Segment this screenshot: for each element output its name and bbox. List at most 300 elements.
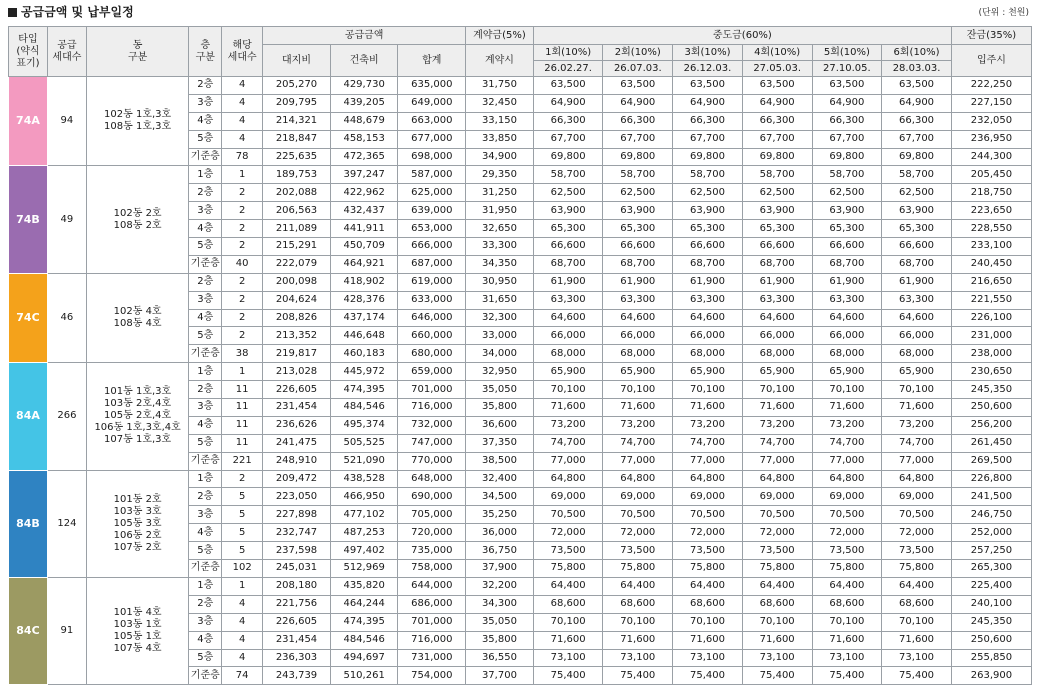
installment-5-cell: 65,900	[812, 363, 882, 381]
floor-cell: 2층	[189, 595, 222, 613]
installment-2-cell: 64,600	[603, 309, 673, 327]
installment-5-cell: 77,000	[812, 452, 882, 470]
balance-cell: 226,100	[951, 309, 1031, 327]
type-cell: 74A	[9, 77, 48, 166]
land-cost-cell: 248,910	[263, 452, 331, 470]
installment-2-cell: 73,100	[603, 649, 673, 667]
header-installment-2-date: 26.07.03.	[603, 61, 673, 77]
dong-line: 102동 1호,3호	[104, 109, 172, 121]
installment-3-cell: 77,000	[673, 452, 743, 470]
installment-6-cell: 66,300	[882, 112, 952, 130]
supply-units-cell: 46	[47, 273, 86, 362]
deposit-cell: 37,900	[466, 560, 534, 578]
dong-line: 102동 2호	[113, 207, 162, 219]
floor-cell: 5층	[189, 649, 222, 667]
installment-6-cell: 64,800	[882, 470, 952, 488]
installment-5-cell: 68,700	[812, 255, 882, 273]
floor-cell: 1층	[189, 363, 222, 381]
balance-cell: 257,250	[951, 542, 1031, 560]
deposit-cell: 35,800	[466, 631, 534, 649]
building-cost-cell: 429,730	[330, 77, 398, 95]
deposit-cell: 31,250	[466, 184, 534, 202]
total-cell: 666,000	[398, 238, 466, 256]
installment-4-cell: 68,000	[742, 345, 812, 363]
total-cell: 687,000	[398, 255, 466, 273]
land-cost-cell: 245,031	[263, 560, 331, 578]
installment-2-cell: 64,400	[603, 577, 673, 595]
dong-line: 107동 4호	[113, 643, 162, 655]
land-cost-cell: 208,826	[263, 309, 331, 327]
units-cell: 2	[222, 220, 263, 238]
page-header	[0, 0, 1037, 20]
installment-5-cell: 74,700	[812, 434, 882, 452]
units-cell: 11	[222, 416, 263, 434]
installment-6-cell: 71,600	[882, 631, 952, 649]
header-installment-5-date: 27.10.05.	[812, 61, 882, 77]
installment-5-cell: 58,700	[812, 166, 882, 184]
installment-5-cell: 62,500	[812, 184, 882, 202]
building-cost-cell: 418,902	[330, 273, 398, 291]
units-cell: 5	[222, 506, 263, 524]
units-cell: 74	[222, 667, 263, 685]
installment-6-cell: 73,500	[882, 542, 952, 560]
floor-cell: 5층	[189, 238, 222, 256]
installment-4-cell: 74,700	[742, 434, 812, 452]
units-cell: 4	[222, 613, 263, 631]
building-cost-cell: 438,528	[330, 470, 398, 488]
installment-4-cell: 61,900	[742, 273, 812, 291]
total-cell: 720,000	[398, 524, 466, 542]
total-cell: 663,000	[398, 112, 466, 130]
floor-cell: 4층	[189, 416, 222, 434]
table-row	[9, 470, 1032, 488]
dong-line: 108동 1호,3호	[104, 121, 172, 133]
deposit-cell: 32,950	[466, 363, 534, 381]
building-cost-cell: 521,090	[330, 452, 398, 470]
installment-5-cell: 71,600	[812, 631, 882, 649]
balance-cell: 245,350	[951, 613, 1031, 631]
installment-6-cell: 62,500	[882, 184, 952, 202]
balance-cell: 269,500	[951, 452, 1031, 470]
installment-5-cell: 75,400	[812, 667, 882, 685]
floor-cell: 3층	[189, 399, 222, 417]
balance-cell: 263,900	[951, 667, 1031, 685]
units-cell: 40	[222, 255, 263, 273]
building-cost-cell: 441,911	[330, 220, 398, 238]
land-cost-cell: 218,847	[263, 130, 331, 148]
floor-cell: 2층	[189, 488, 222, 506]
installment-6-cell: 63,300	[882, 291, 952, 309]
land-cost-cell: 236,303	[263, 649, 331, 667]
installment-1-cell: 64,600	[533, 309, 603, 327]
installment-4-cell: 68,600	[742, 595, 812, 613]
installment-6-cell: 73,200	[882, 416, 952, 434]
land-cost-cell: 231,454	[263, 631, 331, 649]
installment-2-cell: 68,700	[603, 255, 673, 273]
deposit-cell: 33,150	[466, 112, 534, 130]
installment-2-cell: 61,900	[603, 273, 673, 291]
installment-4-cell: 69,000	[742, 488, 812, 506]
building-cost-cell: 505,525	[330, 434, 398, 452]
installment-4-cell: 63,300	[742, 291, 812, 309]
floor-cell: 1층	[189, 470, 222, 488]
land-cost-cell: 215,291	[263, 238, 331, 256]
installment-2-cell: 77,000	[603, 452, 673, 470]
installment-1-cell: 71,600	[533, 631, 603, 649]
header-type: 타입 (약식 표기)	[9, 27, 48, 77]
dong-line: 107동 2호	[113, 541, 162, 553]
installment-1-cell: 66,000	[533, 327, 603, 345]
floor-cell: 3층	[189, 613, 222, 631]
installment-5-cell: 71,600	[812, 399, 882, 417]
installment-3-cell: 68,000	[673, 345, 743, 363]
type-cell: 84B	[9, 470, 48, 577]
building-cost-cell: 450,709	[330, 238, 398, 256]
installment-1-cell: 66,600	[533, 238, 603, 256]
installment-1-cell: 73,100	[533, 649, 603, 667]
units-cell: 1	[222, 363, 263, 381]
land-cost-cell: 236,626	[263, 416, 331, 434]
installment-1-cell: 63,300	[533, 291, 603, 309]
installment-2-cell: 72,000	[603, 524, 673, 542]
floor-cell: 기준층	[189, 667, 222, 685]
floor-cell: 4층	[189, 631, 222, 649]
installment-2-cell: 74,700	[603, 434, 673, 452]
floor-cell: 3층	[189, 202, 222, 220]
balance-cell: 250,600	[951, 399, 1031, 417]
installment-5-cell: 70,100	[812, 613, 882, 631]
units-cell: 2	[222, 184, 263, 202]
installment-3-cell: 69,000	[673, 488, 743, 506]
balance-cell: 216,650	[951, 273, 1031, 291]
dong-line: 105동 1호	[113, 631, 162, 643]
installment-4-cell: 73,200	[742, 416, 812, 434]
balance-cell: 240,100	[951, 595, 1031, 613]
installment-3-cell: 66,600	[673, 238, 743, 256]
header-installment-6-date: 28.03.03.	[882, 61, 952, 77]
supply-units-cell: 94	[47, 77, 86, 166]
land-cost-cell: 237,598	[263, 542, 331, 560]
dong-line: 108동 2호	[113, 219, 162, 231]
header-installment-1: 1회(10%)	[533, 45, 603, 61]
dong-line: 107동 1호,3호	[104, 434, 172, 446]
land-cost-cell: 204,624	[263, 291, 331, 309]
floor-cell: 기준층	[189, 255, 222, 273]
deposit-cell: 34,300	[466, 595, 534, 613]
dong-cell	[86, 577, 189, 684]
land-cost-cell: 243,739	[263, 667, 331, 685]
header-land: 대지비	[263, 45, 331, 77]
installment-4-cell: 67,700	[742, 130, 812, 148]
installment-4-cell: 75,400	[742, 667, 812, 685]
header-total: 합계	[398, 45, 466, 77]
units-cell: 78	[222, 148, 263, 166]
land-cost-cell: 223,050	[263, 488, 331, 506]
building-cost-cell: 477,102	[330, 506, 398, 524]
land-cost-cell: 222,079	[263, 255, 331, 273]
installment-6-cell: 65,300	[882, 220, 952, 238]
installment-2-cell: 63,300	[603, 291, 673, 309]
installment-6-cell: 64,900	[882, 94, 952, 112]
installment-2-cell: 71,600	[603, 399, 673, 417]
balance-cell: 218,750	[951, 184, 1031, 202]
installment-1-cell: 58,700	[533, 166, 603, 184]
dong-line: 105동 2호,4호	[104, 410, 172, 422]
floor-cell: 3층	[189, 291, 222, 309]
total-cell: 754,000	[398, 667, 466, 685]
total-cell: 653,000	[398, 220, 466, 238]
balance-cell: 232,050	[951, 112, 1031, 130]
balance-cell: 221,550	[951, 291, 1031, 309]
units-cell: 11	[222, 399, 263, 417]
units-cell: 4	[222, 94, 263, 112]
deposit-cell: 29,350	[466, 166, 534, 184]
total-cell: 701,000	[398, 381, 466, 399]
installment-4-cell: 69,800	[742, 148, 812, 166]
deposit-cell: 33,850	[466, 130, 534, 148]
installment-1-cell: 70,100	[533, 613, 603, 631]
installment-3-cell: 61,900	[673, 273, 743, 291]
installment-4-cell: 65,300	[742, 220, 812, 238]
installment-4-cell: 66,000	[742, 327, 812, 345]
installment-6-cell: 63,900	[882, 202, 952, 220]
installment-6-cell: 70,500	[882, 506, 952, 524]
deposit-cell: 33,300	[466, 238, 534, 256]
installment-2-cell: 66,600	[603, 238, 673, 256]
installment-1-cell: 69,000	[533, 488, 603, 506]
installment-6-cell: 74,700	[882, 434, 952, 452]
balance-cell: 222,250	[951, 77, 1031, 95]
table-body	[9, 77, 1032, 685]
installment-3-cell: 71,600	[673, 631, 743, 649]
installment-1-cell: 68,000	[533, 345, 603, 363]
installment-4-cell: 66,600	[742, 238, 812, 256]
installment-6-cell: 68,600	[882, 595, 952, 613]
installment-4-cell: 64,400	[742, 577, 812, 595]
balance-cell: 250,600	[951, 631, 1031, 649]
balance-cell: 255,850	[951, 649, 1031, 667]
units-cell: 5	[222, 524, 263, 542]
deposit-cell: 32,300	[466, 309, 534, 327]
header-installment-1-date: 26.02.27.	[533, 61, 603, 77]
floor-cell: 4층	[189, 220, 222, 238]
building-cost-cell: 466,950	[330, 488, 398, 506]
dong-line: 101동 1호,3호	[104, 386, 172, 398]
deposit-cell: 34,000	[466, 345, 534, 363]
deposit-cell: 36,550	[466, 649, 534, 667]
deposit-cell: 33,000	[466, 327, 534, 345]
balance-cell: 205,450	[951, 166, 1031, 184]
installment-1-cell: 77,000	[533, 452, 603, 470]
balance-cell: 231,000	[951, 327, 1031, 345]
balance-cell: 230,650	[951, 363, 1031, 381]
installment-5-cell: 73,100	[812, 649, 882, 667]
installment-4-cell: 58,700	[742, 166, 812, 184]
total-cell: 716,000	[398, 399, 466, 417]
building-cost-cell: 497,402	[330, 542, 398, 560]
installment-1-cell: 75,800	[533, 560, 603, 578]
dong-cell	[86, 77, 189, 166]
installment-2-cell: 63,500	[603, 77, 673, 95]
building-cost-cell: 474,395	[330, 381, 398, 399]
installment-3-cell: 66,300	[673, 112, 743, 130]
land-cost-cell: 209,472	[263, 470, 331, 488]
balance-cell: 226,800	[951, 470, 1031, 488]
installment-5-cell: 72,000	[812, 524, 882, 542]
installment-5-cell: 64,800	[812, 470, 882, 488]
units-cell: 2	[222, 327, 263, 345]
deposit-cell: 35,050	[466, 613, 534, 631]
deposit-cell: 35,250	[466, 506, 534, 524]
header-installment-6: 6회(10%)	[882, 45, 952, 61]
installment-3-cell: 63,500	[673, 77, 743, 95]
total-cell: 633,000	[398, 291, 466, 309]
total-cell: 677,000	[398, 130, 466, 148]
floor-cell: 2층	[189, 184, 222, 202]
header-installment-4-date: 27.05.03.	[742, 61, 812, 77]
installment-6-cell: 77,000	[882, 452, 952, 470]
installment-2-cell: 62,500	[603, 184, 673, 202]
building-cost-cell: 439,205	[330, 94, 398, 112]
header-building: 건축비	[330, 45, 398, 77]
installment-5-cell: 70,100	[812, 381, 882, 399]
title-text: 공급금액 및 납부일정	[21, 5, 134, 19]
installment-3-cell: 67,700	[673, 130, 743, 148]
table-row	[9, 577, 1032, 595]
land-cost-cell: 200,098	[263, 273, 331, 291]
deposit-cell: 32,200	[466, 577, 534, 595]
land-cost-cell: 211,089	[263, 220, 331, 238]
total-cell: 659,000	[398, 363, 466, 381]
units-cell: 2	[222, 470, 263, 488]
unit-label: (단위 : 천원)	[978, 8, 1029, 18]
installment-4-cell: 70,500	[742, 506, 812, 524]
header-floor: 층 구분	[189, 27, 222, 77]
floor-cell: 5층	[189, 130, 222, 148]
land-cost-cell: 227,898	[263, 506, 331, 524]
building-cost-cell: 428,376	[330, 291, 398, 309]
installment-2-cell: 70,100	[603, 381, 673, 399]
balance-cell: 241,500	[951, 488, 1031, 506]
units-cell: 4	[222, 77, 263, 95]
balance-cell: 256,200	[951, 416, 1031, 434]
installment-3-cell: 64,600	[673, 309, 743, 327]
land-cost-cell: 213,028	[263, 363, 331, 381]
installment-5-cell: 73,500	[812, 542, 882, 560]
building-cost-cell: 494,697	[330, 649, 398, 667]
total-cell: 644,000	[398, 577, 466, 595]
installment-6-cell: 65,900	[882, 363, 952, 381]
installment-4-cell: 63,500	[742, 77, 812, 95]
installment-4-cell: 70,100	[742, 613, 812, 631]
installment-1-cell: 66,300	[533, 112, 603, 130]
total-cell: 690,000	[398, 488, 466, 506]
deposit-cell: 32,450	[466, 94, 534, 112]
installment-6-cell: 69,000	[882, 488, 952, 506]
installment-1-cell: 74,700	[533, 434, 603, 452]
building-cost-cell: 510,261	[330, 667, 398, 685]
balance-cell: 238,000	[951, 345, 1031, 363]
total-cell: 770,000	[398, 452, 466, 470]
installment-2-cell: 66,000	[603, 327, 673, 345]
deposit-cell: 35,800	[466, 399, 534, 417]
installment-2-cell: 65,900	[603, 363, 673, 381]
deposit-cell: 32,650	[466, 220, 534, 238]
installment-6-cell: 58,700	[882, 166, 952, 184]
balance-cell: 223,650	[951, 202, 1031, 220]
deposit-cell: 32,400	[466, 470, 534, 488]
header-deposit: 계약금(5%)	[466, 27, 534, 45]
installment-6-cell: 61,900	[882, 273, 952, 291]
units-cell: 4	[222, 130, 263, 148]
balance-cell: 265,300	[951, 560, 1031, 578]
header-installment-4: 4회(10%)	[742, 45, 812, 61]
installment-6-cell: 75,800	[882, 560, 952, 578]
units-cell: 38	[222, 345, 263, 363]
installment-5-cell: 64,600	[812, 309, 882, 327]
units-cell: 102	[222, 560, 263, 578]
supply-units-cell: 124	[47, 470, 86, 577]
installment-3-cell: 64,400	[673, 577, 743, 595]
floor-cell: 기준층	[189, 560, 222, 578]
installment-3-cell: 73,100	[673, 649, 743, 667]
building-cost-cell: 464,244	[330, 595, 398, 613]
deposit-cell: 34,500	[466, 488, 534, 506]
total-cell: 735,000	[398, 542, 466, 560]
building-cost-cell: 432,437	[330, 202, 398, 220]
deposit-cell: 34,900	[466, 148, 534, 166]
land-cost-cell: 231,454	[263, 399, 331, 417]
installment-2-cell: 67,700	[603, 130, 673, 148]
installment-5-cell: 68,000	[812, 345, 882, 363]
land-cost-cell: 226,605	[263, 381, 331, 399]
installment-1-cell: 65,300	[533, 220, 603, 238]
installment-3-cell: 63,900	[673, 202, 743, 220]
installment-3-cell: 72,000	[673, 524, 743, 542]
deposit-cell: 37,350	[466, 434, 534, 452]
supply-units-cell: 49	[47, 166, 86, 273]
total-cell: 732,000	[398, 416, 466, 434]
installment-3-cell: 74,700	[673, 434, 743, 452]
total-cell: 619,000	[398, 273, 466, 291]
installment-2-cell: 75,400	[603, 667, 673, 685]
installment-2-cell: 68,000	[603, 345, 673, 363]
installment-3-cell: 70,100	[673, 381, 743, 399]
installment-2-cell: 64,800	[603, 470, 673, 488]
total-cell: 758,000	[398, 560, 466, 578]
total-cell: 698,000	[398, 148, 466, 166]
balance-cell: 261,450	[951, 434, 1031, 452]
deposit-cell: 37,700	[466, 667, 534, 685]
header-installment-5: 5회(10%)	[812, 45, 882, 61]
dong-line: 106동 2호	[113, 529, 162, 541]
floor-cell: 5층	[189, 542, 222, 560]
installment-1-cell: 64,800	[533, 470, 603, 488]
header-dong: 동 구분	[86, 27, 189, 77]
table-row	[9, 273, 1032, 291]
deposit-cell: 36,000	[466, 524, 534, 542]
floor-cell: 기준층	[189, 148, 222, 166]
total-cell: 660,000	[398, 327, 466, 345]
dong-line: 108동 4호	[113, 318, 162, 330]
units-cell: 2	[222, 202, 263, 220]
installment-5-cell: 66,600	[812, 238, 882, 256]
units-cell: 5	[222, 542, 263, 560]
installment-3-cell: 73,500	[673, 542, 743, 560]
installment-5-cell: 69,000	[812, 488, 882, 506]
land-cost-cell: 219,817	[263, 345, 331, 363]
installment-5-cell: 75,800	[812, 560, 882, 578]
